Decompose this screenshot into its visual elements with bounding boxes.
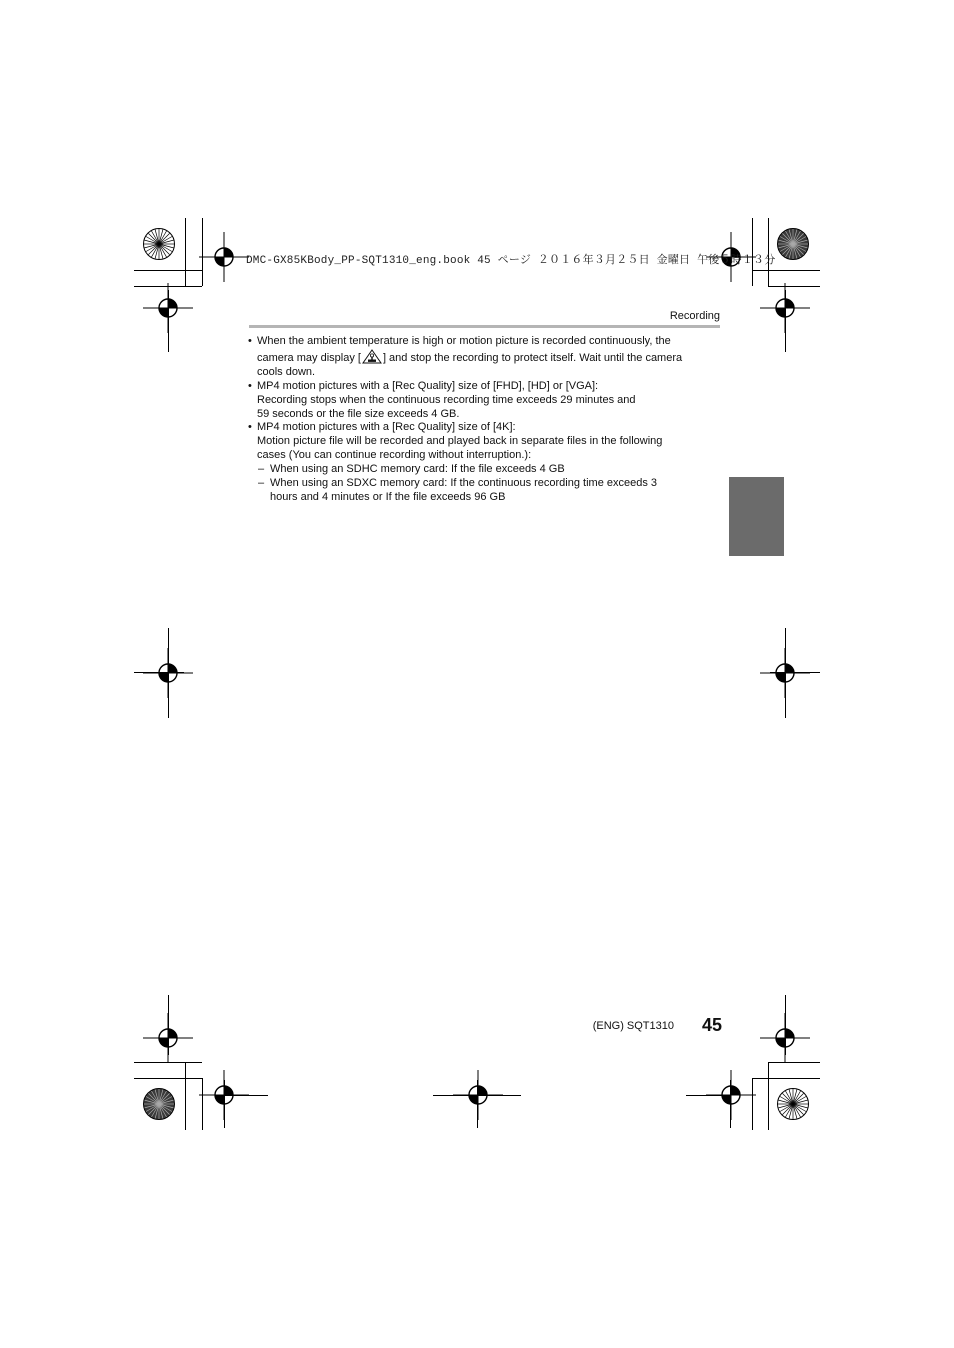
dash-item (248, 477, 722, 505)
crop-mark (785, 628, 786, 718)
crop-mark (185, 1062, 186, 1130)
section-rule (249, 325, 720, 328)
bullet-item (248, 380, 722, 422)
crop-mark (477, 1080, 478, 1128)
document-code: (ENG) SQT1310 (592, 1020, 674, 1032)
text-line: • MP4 motion pictures with a [Rec Quality] size of [4K]: (257, 421, 516, 434)
text-fragment: ] and stop the recording to protect itself. Wait until the camera (382, 351, 683, 364)
starburst-registration-icon (142, 1087, 176, 1121)
text-fragment: camera may display [ (257, 351, 361, 364)
registration-mark-icon (199, 232, 249, 282)
overheat-warning-icon (362, 349, 382, 364)
crop-mark (752, 270, 820, 271)
starburst-registration-icon (776, 1087, 810, 1121)
crop-mark (686, 1095, 730, 1096)
crop-mark (768, 1062, 769, 1130)
crop-mark (168, 628, 169, 718)
text-line (257, 349, 722, 366)
crop-mark (134, 1078, 202, 1079)
crop-mark (785, 290, 786, 352)
print-slug: DMC-GX85KBody_PP-SQT1310_eng.book 45 ページ ２０１６年３月２５日 金曜日 午後５時１３分 (246, 255, 776, 267)
body-content (248, 335, 722, 505)
crop-mark (224, 1080, 225, 1128)
crop-mark (752, 1078, 820, 1079)
crop-mark (770, 672, 820, 673)
page-number: 45 (701, 1015, 722, 1035)
text-line: – When using an SDHC memory card: If the file exceeds 4 GB (270, 463, 565, 476)
text-line: Recording stops when the continuous recording time exceeds 29 minutes and (257, 393, 636, 406)
dash-item (248, 463, 722, 477)
text-line: cases (You can continue recording without interruption.): (257, 449, 532, 462)
crop-mark (134, 270, 202, 271)
chapter-tab (729, 477, 784, 556)
text-line: 59 seconds or the file size exceeds 4 GB. (257, 407, 460, 420)
crop-mark (785, 995, 786, 1055)
crop-mark (730, 1080, 731, 1128)
section-title: Recording (669, 310, 720, 322)
text-line: hours and 4 minutes or If the file exceeds 96 GB (270, 490, 506, 503)
crop-mark (185, 218, 186, 286)
bullet-item (248, 421, 722, 463)
text-line: Motion picture file will be recorded and played back in separate files in the following (257, 435, 663, 448)
text-line: • When the ambient temperature is high or motion picture is recorded continuously, the (257, 335, 671, 347)
text-line: cools down. (257, 365, 316, 378)
starburst-registration-icon (142, 227, 176, 261)
text-line: – When using an SDXC memory card: If the continuous recording time exceeds 3 (270, 477, 658, 490)
crop-mark (224, 1095, 268, 1096)
text-line: • MP4 motion pictures with a [Rec Quality] size of [FHD], [HD] or [VGA]: (257, 379, 599, 392)
crop-mark (168, 290, 169, 352)
crop-mark (134, 672, 184, 673)
crop-mark (168, 995, 169, 1055)
bullet-item (248, 335, 722, 380)
